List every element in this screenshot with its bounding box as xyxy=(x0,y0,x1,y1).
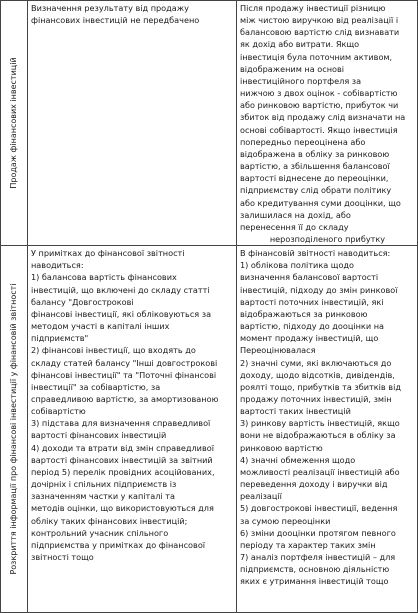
cell-line: 1) облікова політика щодо xyxy=(240,260,355,271)
cell-line: фінансові інвестиції, які обліковуються за xyxy=(31,308,212,319)
cell-line: яких є утримання інвестицій тощо xyxy=(240,576,389,587)
cell-line: вартості таких інвестицій xyxy=(240,406,351,417)
cell-line: Після продажу інвестиції різницю xyxy=(240,3,386,13)
cell-line: У примітках до фінансової звітності xyxy=(31,248,185,259)
cell-line: звітності тощо xyxy=(31,552,94,563)
cell-line: балансовою вартістю слід визнавати xyxy=(240,27,400,38)
cell-line: 4) значні обмеження щодо xyxy=(240,454,356,465)
cell-line: вони не відображаються в обліку за xyxy=(240,430,396,441)
row-label: Продаж фінансових інвестицій xyxy=(8,57,18,189)
cell-line: збиток від продажу слід визначати на xyxy=(240,112,406,123)
cell-line: 6) зміни дооцінки протягом певного xyxy=(240,527,396,538)
cell-line: нижчою з двох оцінок - собівартістю xyxy=(240,88,398,99)
cell-line: переведення доходу і виручки від xyxy=(240,479,388,490)
cell-line: інвестиції" за собівартістю, за xyxy=(31,381,161,392)
cell-line: вартістю, а збільшення балансової xyxy=(240,161,390,172)
cell-line: вартості фінансових інвестицій xyxy=(31,430,167,441)
cell-line: за сумою переоцінки xyxy=(240,515,331,526)
cell-line: залишилася на дохід, або xyxy=(240,209,351,220)
cell-line: можливості реалізації інвестицій або xyxy=(240,466,400,477)
right-column-cell xyxy=(237,246,418,613)
cell-line: підприємству слід обрати політику xyxy=(240,185,392,196)
cell-line: період 5) перелік провідних асоційованих, xyxy=(31,466,215,477)
cell-line: фінансових інвестицій не передбачено xyxy=(31,15,200,26)
cell-line: інвестицій, що включені до складу статті xyxy=(31,284,210,295)
cell-line: відображаються за ринковою xyxy=(240,308,368,319)
cell-line: ринковою вартістю xyxy=(240,442,323,453)
cell-line: інвестиція була поточним активом, xyxy=(240,51,393,62)
cell-line: справедливою вартістю, за амортизованою xyxy=(31,394,219,404)
cell-line: Визначення результату від продажу xyxy=(31,3,189,13)
table-row-sale xyxy=(1,1,418,246)
cell-line: вартістю, підходу до дооцінки на xyxy=(240,321,384,332)
row-label: Розкриття інформації про фінансові інвестиції у фінансовій звітності xyxy=(8,283,18,575)
table-row-disclosure xyxy=(1,246,418,613)
cell-line: вартості фінансових інвестицій за звітний xyxy=(31,454,213,465)
right-column-cell xyxy=(237,1,418,246)
cell-line: 4) доходи та втрати від змін справедливої xyxy=(31,442,214,453)
cell-line: собівартістю xyxy=(31,406,86,417)
cell-line: або ринковою вартістю, прибуток чи xyxy=(240,100,399,111)
cell-line: зазначенням частки у капіталі та xyxy=(31,491,175,502)
cell-line: Переоцінювалася xyxy=(240,345,316,356)
cell-line: підприємств, основною діяльністю xyxy=(240,564,390,575)
cell-line: 1) балансова вартість фінансових xyxy=(31,272,177,283)
cell-line: визначення балансової вартості xyxy=(240,272,379,283)
cell-line: 2) значні суми, які включаються до xyxy=(240,357,392,368)
cell-line: або кредитування суми дооцінки, що xyxy=(240,197,401,208)
cell-line: періоду та характер таких змін xyxy=(240,539,376,550)
cell-line: вартості поточних інвестицій, які xyxy=(240,296,384,307)
cell-line: між чистою виручкою від реалізації і xyxy=(240,15,399,26)
cell-line: 2) фінансові інвестиції, що входять до xyxy=(31,345,196,356)
cell-line: балансу "Довгострокові xyxy=(31,296,134,307)
cell-line: В фінансовій звітності наводиться: xyxy=(240,248,391,259)
left-column-cell xyxy=(28,1,237,246)
cell-line: контрольний учасник спільного xyxy=(31,527,169,538)
cell-line: доходу, щодо відсотків, дивідендів, xyxy=(240,369,395,380)
cell-line: роялті тощо, прибутків та збитків від xyxy=(240,381,401,392)
cell-line: перенесення її до складу xyxy=(240,221,349,232)
cell-line: фінансові інвестиції" та "Поточні фінансові xyxy=(31,369,217,380)
cell-line: 5) довгострокові інвестиції, ведення xyxy=(240,503,398,514)
cell-line: відображена в обліку за ринковою xyxy=(240,148,390,159)
cell-line: відображеним на основі xyxy=(240,63,345,74)
left-column-cell xyxy=(28,246,237,613)
cell-line: вартості віднесене до переоцінки, xyxy=(240,173,389,184)
cell-line: як дохід або витрати. Якщо xyxy=(240,39,360,50)
cell-line: момент продажу інвестицій, що xyxy=(240,333,379,344)
cell-line: основі собівартості. Якщо інвестиція xyxy=(240,124,398,135)
cell-line: обліку таких фінансових інвестицій; xyxy=(31,515,188,526)
row-label-cell xyxy=(1,246,28,613)
cell-line: інвестицій, підходу до змін ринкової xyxy=(240,284,398,295)
cell-line: нерозподіленого прибутку xyxy=(269,233,386,244)
cell-line: попередньо переоцінена або xyxy=(240,136,366,147)
cell-line: 7) аналіз портфеля інвестицій – для xyxy=(240,552,396,563)
cell-line: підприємства у примітках до фінансової xyxy=(31,539,206,550)
cell-line: 3) ринкову вартість інвестицій, якщо xyxy=(240,418,400,429)
cell-line: підприємств" xyxy=(31,333,89,344)
cell-line: складу статей балансу "Інші довгострокові xyxy=(31,357,218,368)
cell-line: продажу поточних інвестицій, змін xyxy=(240,394,392,404)
cell-line: інвестиційного портфеля за xyxy=(240,75,362,86)
cell-line: методом участі в капіталі інших xyxy=(31,321,170,332)
row-label-cell xyxy=(1,1,28,246)
cell-line: методів оцінки, що використовуються для xyxy=(31,503,214,514)
cell-line: наводиться: xyxy=(31,260,84,271)
cell-line: 3) підстава для визначення справедливої xyxy=(31,418,211,429)
cell-line: дочірніх і спільних підприємств із xyxy=(31,479,177,490)
cell-line: реалізації xyxy=(240,491,282,502)
